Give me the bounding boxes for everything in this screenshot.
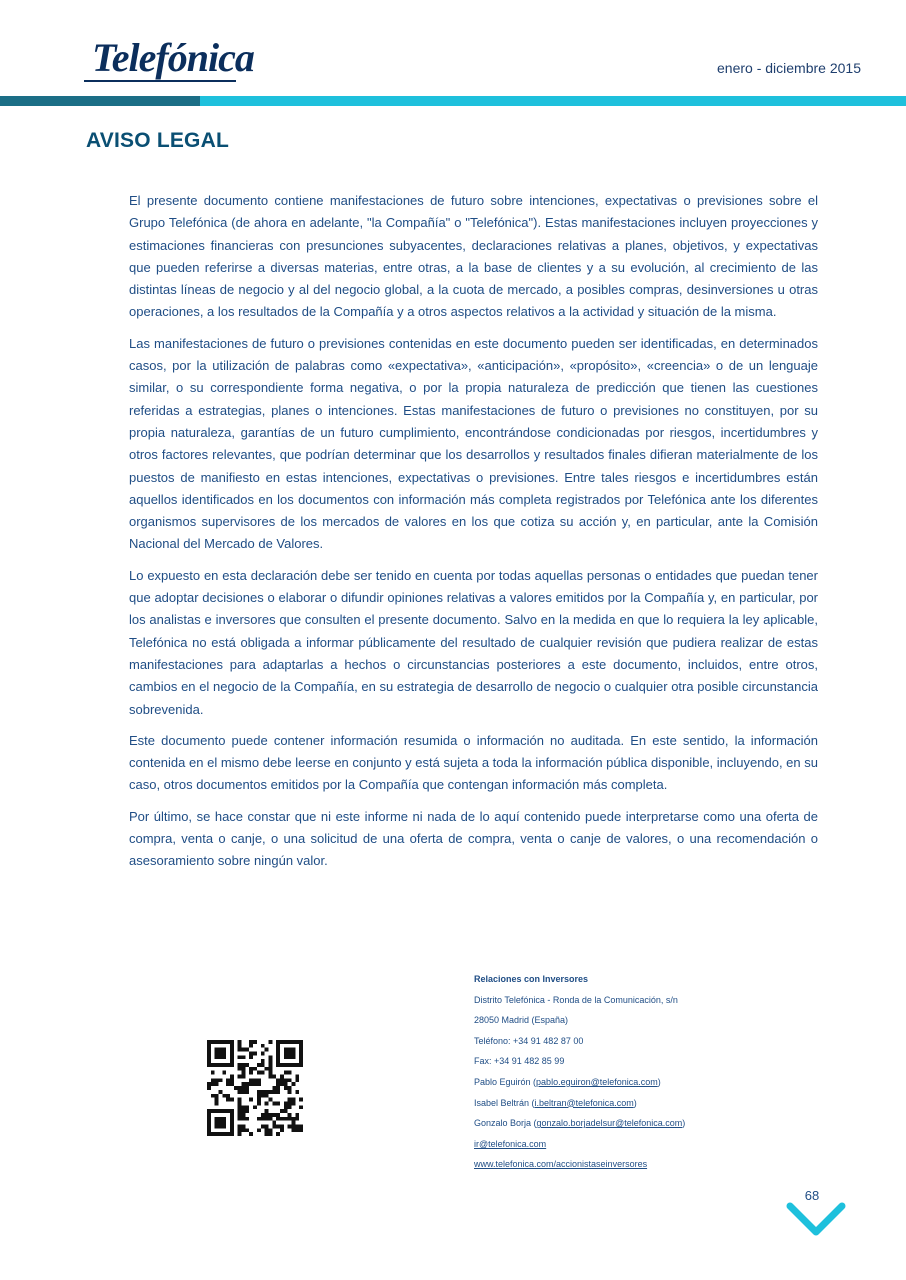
person-close: ) [657, 1076, 661, 1087]
page-title: AVISO LEGAL [86, 129, 229, 152]
person-name: Pablo Eguirón ( [474, 1076, 537, 1087]
website-row [474, 1157, 685, 1178]
person-email-link[interactable]: pablo.eguiron@telefonica.com [536, 1076, 658, 1087]
contact-city: 28050 Madrid (España) [474, 1015, 569, 1026]
paragraph: El presente documento contiene manifestaciones de futuro sobre intenciones, expectativas o previsiones sobre el Grupo Telefónica (de ahora en adelante, "la Compañía" o "Telefónica"). Estas manifestaciones incluyen proyecciones y estimaciones financieras con presunciones subyacentes, declaraciones relativas a planes, objetivos, y expectativas que pueden referirse a diversas materias, entre otras, a la base de clientes y a su evolución, al crecimiento de las distintas líneas de negocio y al del negocio global, a la cuota de mercado, a posibles compras, desinversiones u otras operaciones, a los resultados de la Compañía y a otros aspectos relativos a la actividad y situación de la misma. [129, 193, 818, 320]
contact-phone: Teléfono: +34 91 482 87 00 [474, 1035, 584, 1046]
ir-email-row [474, 1137, 685, 1158]
report-period: enero - diciembre 2015 [717, 60, 861, 76]
header-band-dark [0, 96, 200, 106]
website-link[interactable]: www.telefonica.com/accionistaseinversores [474, 1159, 648, 1170]
person-close: ) [682, 1118, 686, 1129]
telefonica-logo: Telefónica [92, 35, 254, 80]
investor-relations-contact [474, 972, 685, 1178]
person-email-link[interactable]: i.beltran@telefonica.com [534, 1097, 634, 1108]
ir-email-link[interactable]: ir@telefonica.com [474, 1138, 547, 1149]
paragraph: Este documento puede contener información resumida o información no auditada. En este sentido, la información contenida en el mismo debe leerse en conjunto y está sujeta a toda la información pública disponible, incluyendo, en su caso, otros documentos emitidos por la Compañía que contengan información más completa. [129, 732, 818, 793]
contact-person [474, 1075, 685, 1096]
paragraph: Lo expuesto en esta declaración debe ser tenido en cuenta por todas aquellas personas o entidades que puedan tener que adoptar decisiones o elaborar o difundir opiniones relativas a valores emitidos por la Compañía y, en particular, por los analistas e inversores que consulten el presente documento. Salvo en la medida en que lo requiera la ley aplicable, Telefónica no está obligada a informar públicamente del resultado de cualquier revisión que pudiera realizar de estas manifestaciones para adaptarlas a hechos o circunstancias posteriores a este documento, incluidos, entre otros, cambios en el negocio de la Compañía, en su estrategia de desarrollo de negocio o cualquier otra posible circunstancia sobrevenida. [129, 567, 818, 717]
person-close: ) [633, 1097, 637, 1108]
person-name: Isabel Beltrán ( [474, 1097, 535, 1108]
header-band-light [200, 96, 906, 106]
page-number: 68 [804, 1188, 820, 1203]
contact-person [474, 1096, 685, 1117]
paragraph: Las manifestaciones de futuro o previsiones contenidas en este documento pueden ser identificadas, en determinados casos, por la utilización de palabras como «expectativa», «anticipación», «propósito», «creencia» o de un lenguaje similar, o su correspondiente forma negativa, o por la propia naturaleza de predicción que tienen las cuestiones referidas a estrategias, planes o intenciones. Estas manifestaciones de futuro o previsiones no constituyen, por su propia naturaleza, garantías de un futuro cumplimiento, encontrándose condicionadas por riesgos, incertidumbres y otros factores relevantes, que podrían determinar que los desarrollos y resultados finales difieran materialmente de los puestos de manifiesto en estas intenciones, expectativas o previsiones. Entre tales riesgos e incertidumbres están aquellos identificados en los documentos con información más completa registrados por Telefónica ante los diferentes organismos supervisores de los mercados de valores en los que cotiza su acción y, en particular, ante la Comisión Nacional del Mercado de Valores. [129, 335, 818, 552]
paragraph: Por último, se hace constar que ni este informe ni nada de lo aquí contenido puede interpretarse como una oferta de compra, venta o canje, o una solicitud de una oferta de compra, venta o canje de valores, o una recomendación o asesoramiento sobre ningún valor. [129, 808, 818, 869]
contact-address: Distrito Telefónica - Ronda de la Comunicación, s/n [474, 994, 678, 1005]
legal-notice-body [129, 190, 818, 882]
person-email-link[interactable]: gonzalo.borjadelsur@telefonica.com [536, 1118, 683, 1129]
logo-underline [84, 80, 236, 82]
qr-code-icon [207, 1040, 303, 1136]
chevron-down-icon[interactable] [784, 1200, 848, 1240]
person-name: Gonzalo Borja ( [474, 1118, 537, 1129]
contact-fax: Fax: +34 91 482 85 99 [474, 1056, 565, 1067]
contact-heading: Relaciones con Inversores [474, 974, 589, 984]
contact-person [474, 1116, 685, 1137]
